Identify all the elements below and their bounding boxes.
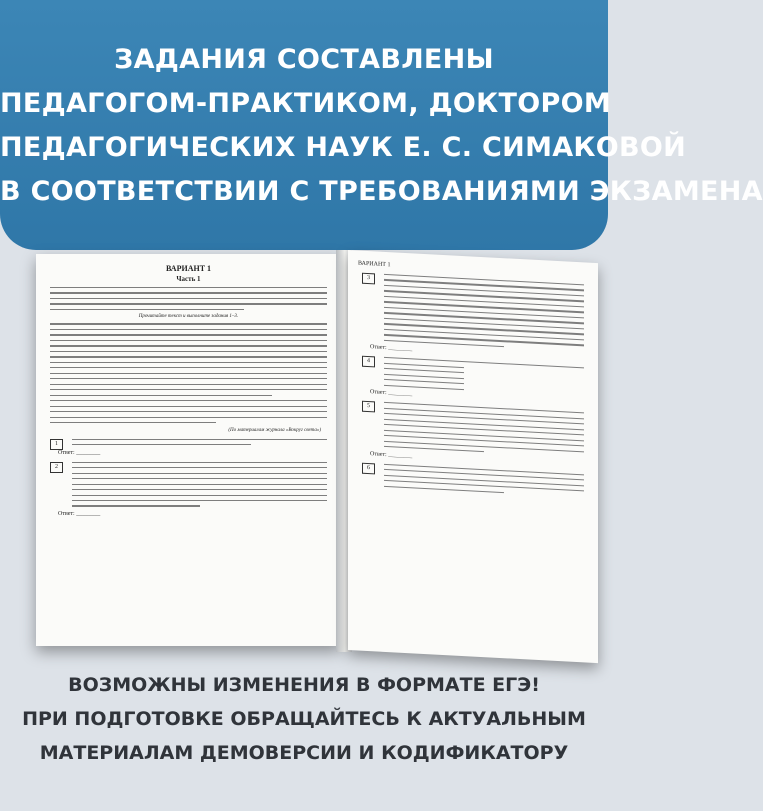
task-number: 6 <box>362 462 375 474</box>
task-1-answer: Ответ: ________ <box>58 449 101 456</box>
headline-line-3: ПЕДАГОГИЧЕСКИХ НАУК Е. С. СИМАКОВОЙ <box>0 132 687 163</box>
task-number: 2 <box>50 462 63 473</box>
banner-headline <box>0 38 763 214</box>
instructions-text <box>50 287 327 310</box>
part-heading: Часть 1 <box>176 275 201 283</box>
footer-line-2: ПРИ ПОДГОТОВКЕ ОБРАЩАЙТЕСЬ К АКТУАЛЬНЫМ <box>22 708 586 730</box>
task-4-answer: Ответ: ________ <box>370 389 413 398</box>
task-number: 4 <box>362 356 375 368</box>
reading-subheading: Прочитайте текст и выполните задания 1–3. <box>138 314 239 320</box>
task-5 <box>362 401 584 458</box>
task-3 <box>362 273 584 352</box>
footer-line-1: ВОЗМОЖНЫ ИЗМЕНЕНИЯ В ФОРМАТЕ ЕГЭ! <box>68 674 540 696</box>
headline-line-1: ЗАДАНИЯ СОСТАВЛЕНЫ <box>114 44 494 75</box>
right-variant-heading: ВАРИАНТ 1 <box>358 260 391 269</box>
left-page <box>36 254 341 646</box>
task-number: 3 <box>362 273 375 285</box>
task-5-answer: Ответ: ________ <box>370 450 413 459</box>
task-3-answer: Ответ: ________ <box>370 344 413 353</box>
task-2-answer: Ответ: ________ <box>58 510 101 517</box>
task-number: 5 <box>362 401 375 413</box>
task-number: 1 <box>50 439 63 450</box>
footer-notice <box>0 668 608 770</box>
task-6 <box>362 462 584 497</box>
headline-line-2: ПЕДАГОГОМ-ПРАКТИКОМ, ДОКТОРОМ <box>0 88 612 119</box>
footer-line-3: МАТЕРИАЛАМ ДЕМОВЕРСИИ И КОДИФИКАТОРУ <box>39 742 569 764</box>
task-1 <box>50 439 327 446</box>
passage-source: (По материалам журнала «Вокруг света») <box>228 427 321 433</box>
open-book-photo <box>36 250 596 650</box>
headline-line-4: В СООТВЕТСТВИИ С ТРЕБОВАНИЯМИ ЭКЗАМЕНА <box>0 176 763 207</box>
right-page <box>348 250 598 663</box>
task-2 <box>50 462 327 507</box>
left-variant-heading: ВАРИАНТ 1 <box>165 264 212 273</box>
reading-passage <box>50 323 327 423</box>
